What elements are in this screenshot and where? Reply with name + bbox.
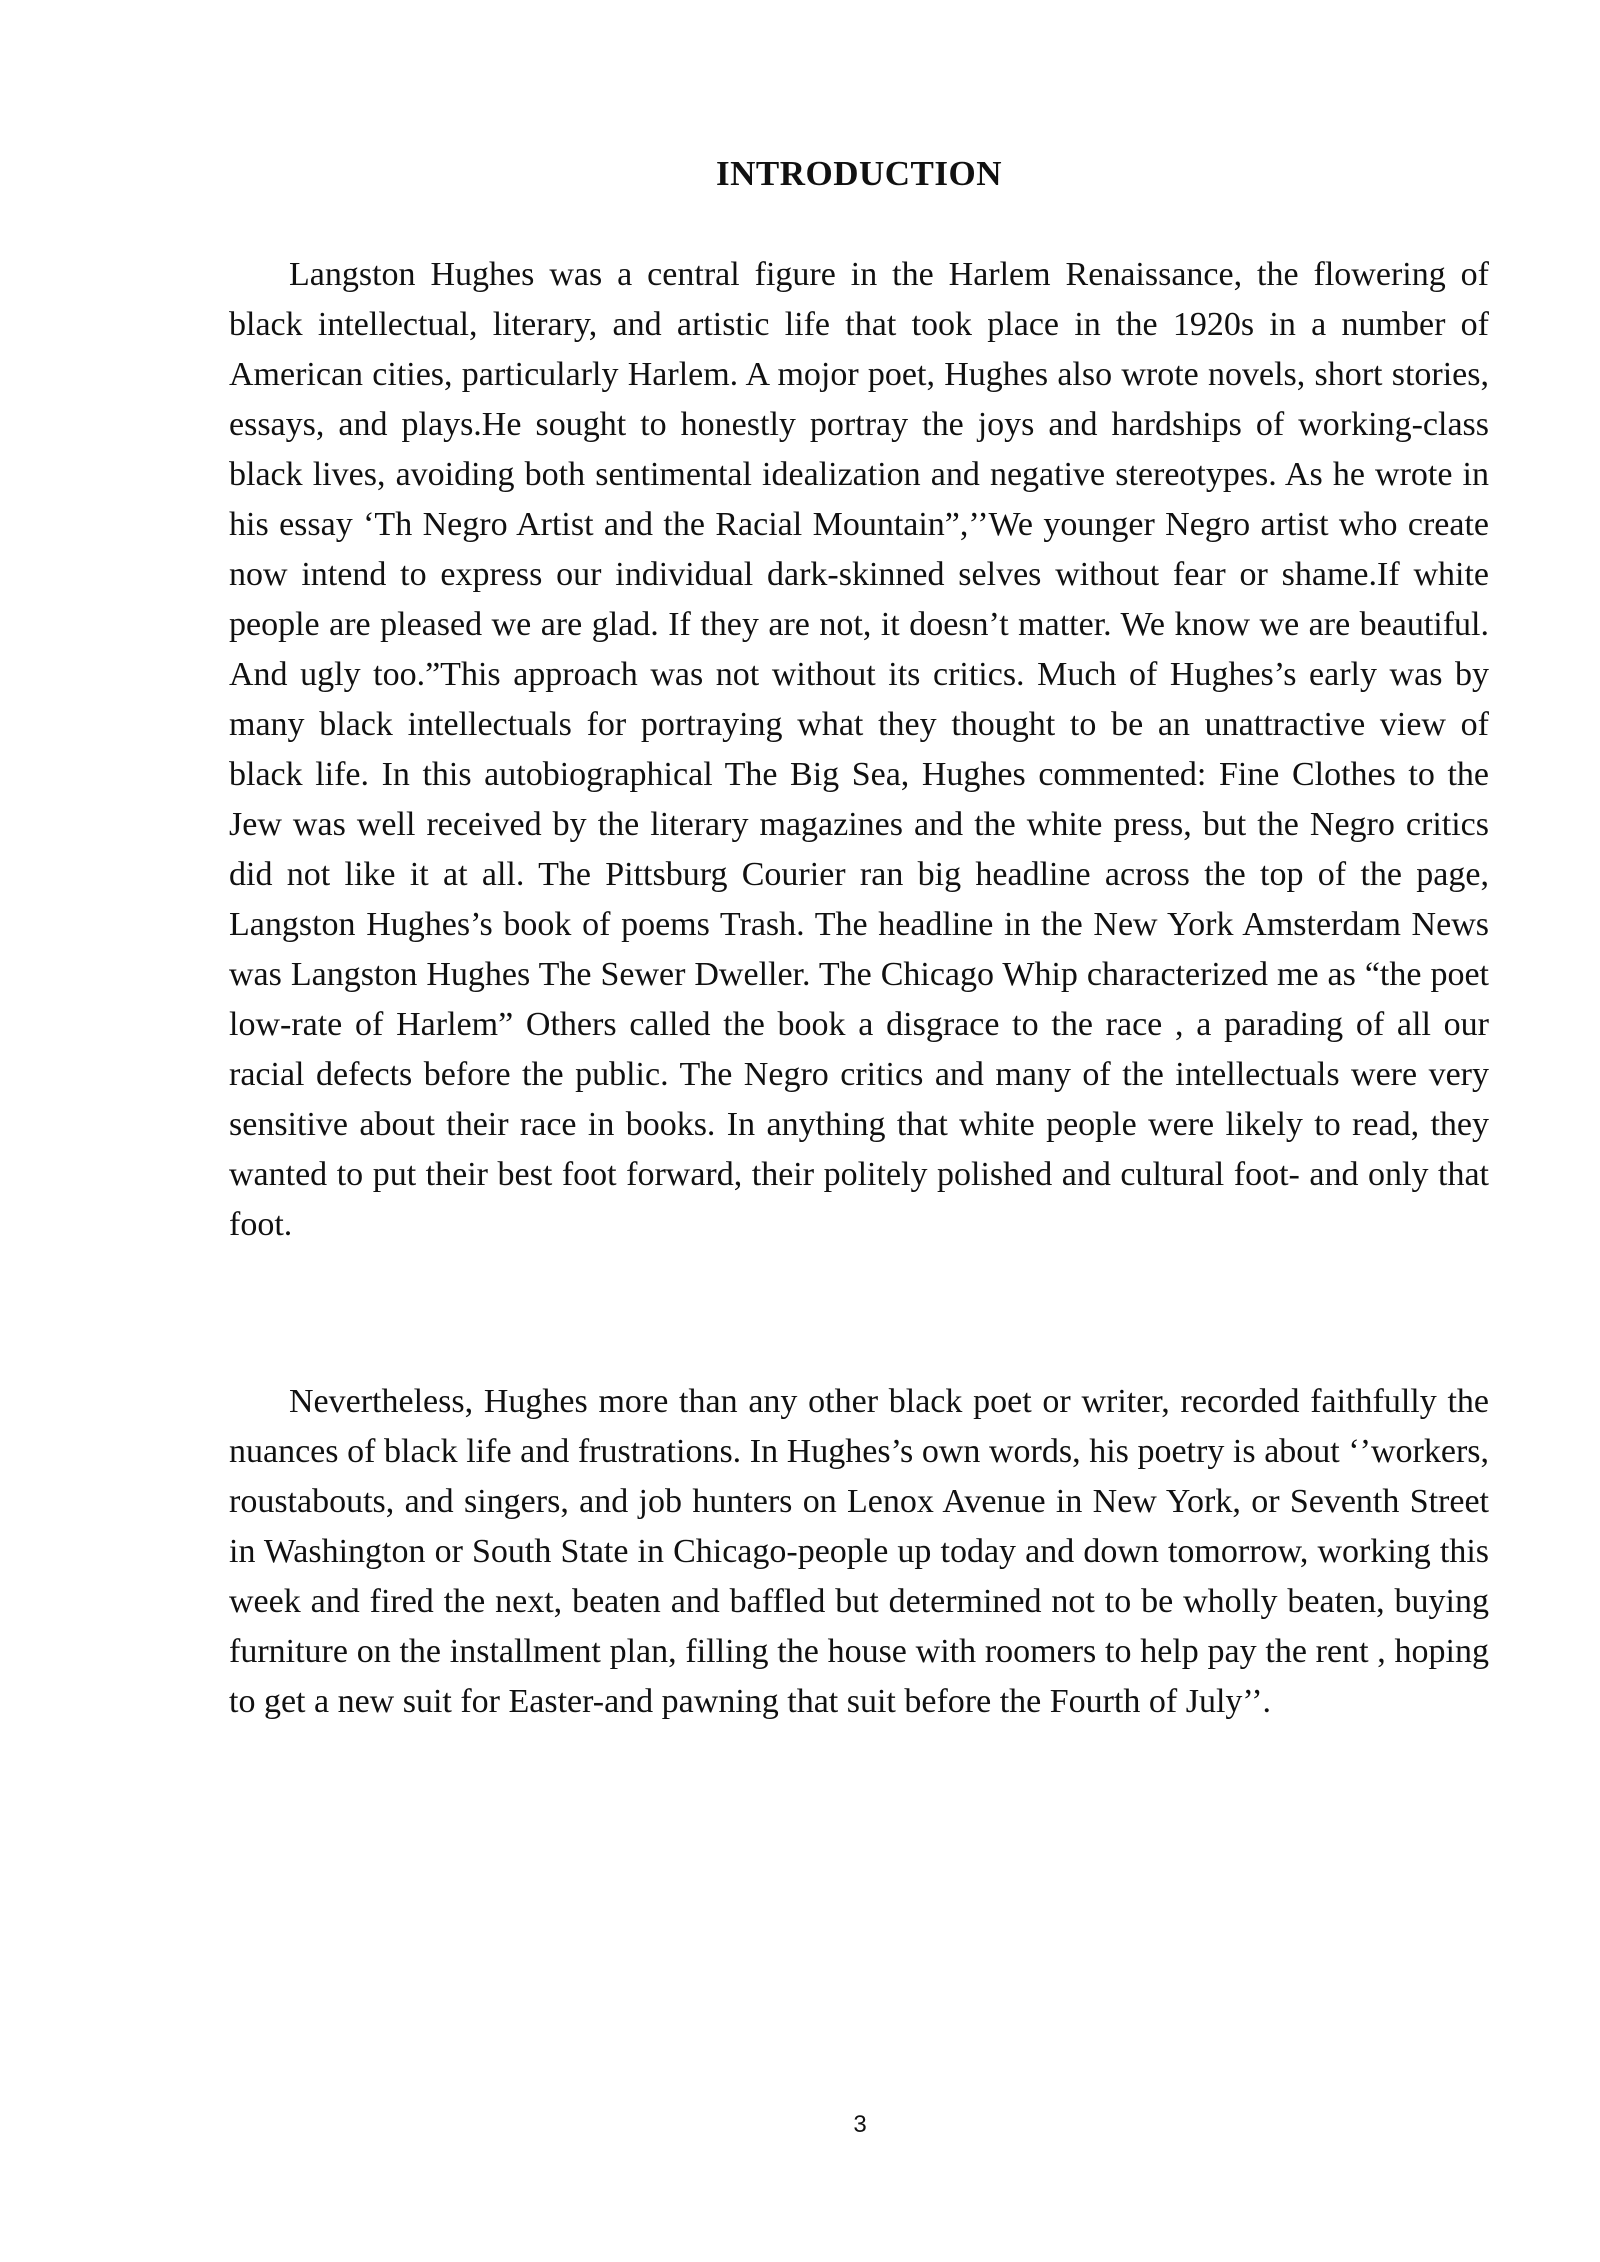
page-title: INTRODUCTION [715,154,1003,193]
body-paragraph-2: Nevertheless, Hughes more than any other black poet or writer, recorded faithfully the nuances of black life and frustrations. In Hughes’s own words, his poetry is about ‘’workers, roustabouts, and singers, and job hunters on Lenox Avenue in New York, or Seventh Street in Washington or South State in Chicago-people up today and down tomorrow, working this week and fired the next, beaten and baffled but determined not to be wholly beaten, buying furniture on the installment plan, filling the house with roomers to help pay the rent , hoping to get a new suit for Easter-and pawning that suit before the Fourth of July’’. [229,1383,1489,1720]
body-paragraph-1: Langston Hughes was a central figure in the Harlem Renaissance, the flowering of black intellectual, literary, and artistic life that took place in the 1920s in a number of American cities, particularly Harlem. A mojor poet, Hughes also wrote novels, short stories, essays, and plays.He sought to honestly portray the joys and hardships of working-class black lives, avoiding both sentimental idealization and negative stereotypes. As he wrote in his essay ‘Th Negro Artist and the Racial Mountain”,’’We younger Negro artist who create now intend to express our individual dark-skinned selves without fear or shame.If white people are pleased we are glad. If they are not, it doesn’t matter. We know we are beautiful. And ugly too.”This approach was not without its critics. Much of Hughes’s early was by many black intellectuals for portraying what they thought to be an unattractive view of black life. In this autobiographical The Big Sea, Hughes commented: Fine Clothes to the Jew was well received by the literary magazines and the white press, but the Negro critics did not like it at all. The Pittsburg Courier ran big headline across the top of the page, Langston Hughes’s book of poems Trash. The headline in the New York Amsterdam News was Langston Hughes The Sewer Dweller. The Chicago Whip characterized me as “the poet low-rate of Harlem” Others called the book a disgrace to the race , a parading of all our racial defects before the public. The Negro critics and many of the intellectuals were very sensitive about their race in books. In anything that white people were likely to read, they wanted to put their best foot forward, their politely polished and cultural foot- and only that foot. [229,256,1489,1243]
heading-container [229,152,1489,196]
page-number: 3 [853,2111,867,2138]
